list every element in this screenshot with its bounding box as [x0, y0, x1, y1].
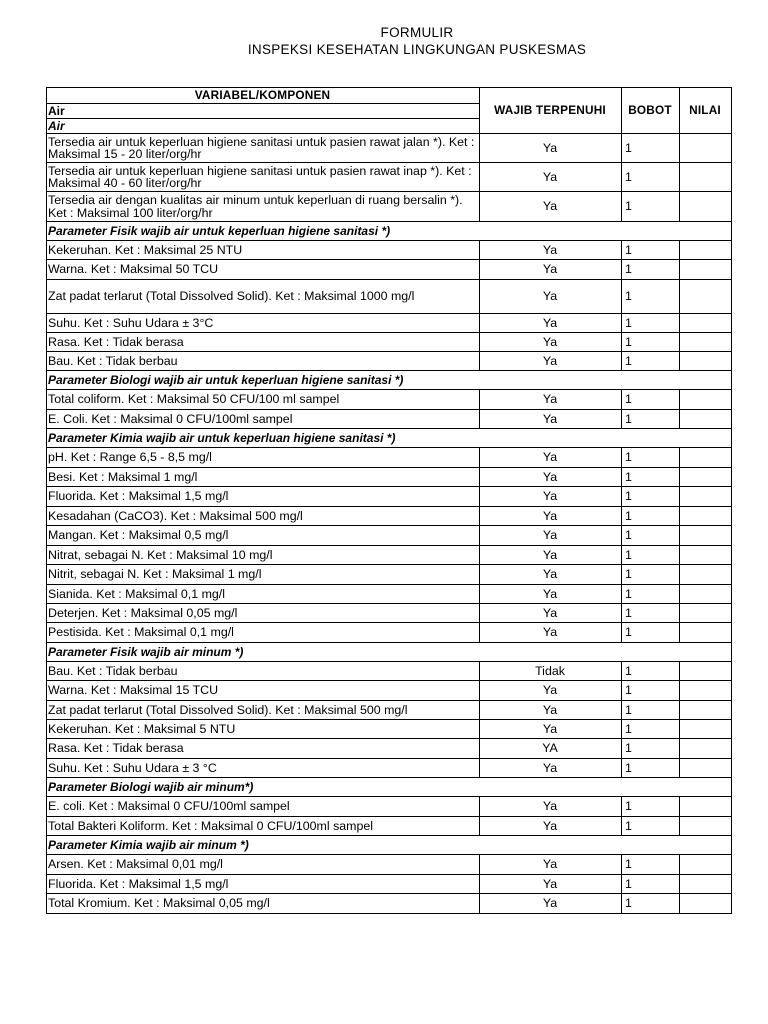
row-wajib-terpenuhi: Ya [480, 352, 622, 371]
section-title: Parameter Biologi wajib air untuk keperluan higiene sanitasi *) [47, 371, 732, 390]
row-wajib-terpenuhi: Ya [480, 565, 622, 585]
table-row [47, 526, 732, 546]
row-bobot: 1 [622, 260, 680, 280]
table-row [47, 134, 732, 163]
table-row [47, 280, 732, 314]
row-wajib-terpenuhi: Ya [480, 759, 622, 778]
row-nilai [680, 681, 732, 701]
table-row [47, 333, 732, 352]
row-variable: Mangan. Ket : Maksimal 0,5 mg/l [47, 526, 480, 546]
row-wajib-terpenuhi: Ya [480, 192, 622, 222]
row-bobot: 1 [622, 662, 680, 681]
row-variable: Zat padat terlarut (Total Dissolved Solid). Ket : Maksimal 1000 mg/l [47, 280, 480, 314]
row-nilai [680, 894, 732, 914]
row-bobot: 1 [622, 701, 680, 720]
table-row [47, 701, 732, 720]
row-wajib-terpenuhi: Ya [480, 260, 622, 280]
row-nilai [680, 352, 732, 371]
row-bobot: 1 [622, 410, 680, 429]
row-bobot: 1 [622, 855, 680, 875]
row-wajib-terpenuhi: Ya [480, 314, 622, 333]
row-wajib-terpenuhi: Ya [480, 333, 622, 352]
row-wajib-terpenuhi: Ya [480, 163, 622, 192]
row-nilai [680, 701, 732, 720]
table-row [47, 797, 732, 817]
row-wajib-terpenuhi: Ya [480, 487, 622, 507]
table-row [47, 314, 732, 333]
table-row [47, 817, 732, 836]
row-bobot: 1 [622, 585, 680, 604]
row-nilai [680, 623, 732, 643]
row-variable: Suhu. Ket : Suhu Udara ± 3°C [47, 314, 480, 333]
row-bobot: 1 [622, 546, 680, 565]
table-row [47, 662, 732, 681]
table-row [47, 163, 732, 192]
row-variable: Besi. Ket : Maksimal 1 mg/l [47, 468, 480, 487]
form-subtitle: INSPEKSI KESEHATAN LINGKUNGAN PUSKESMAS [247, 42, 587, 57]
table-row [47, 352, 732, 371]
table-row [47, 585, 732, 604]
row-variable: Warna. Ket : Maksimal 15 TCU [47, 681, 480, 701]
row-nilai [680, 662, 732, 681]
section-row [47, 429, 732, 448]
row-variable: Tersedia air dengan kualitas air minum untuk keperluan di ruang bersalin *). Ket : Maksimal 100 liter/org/hr [47, 192, 480, 222]
row-wajib-terpenuhi: Ya [480, 681, 622, 701]
table-row [47, 468, 732, 487]
row-wajib-terpenuhi: Ya [480, 390, 622, 410]
row-variable: Deterjen. Ket : Maksimal 0,05 mg/l [47, 604, 480, 623]
table-row [47, 623, 732, 643]
row-wajib-terpenuhi: Ya [480, 701, 622, 720]
row-wajib-terpenuhi: Tidak [480, 662, 622, 681]
section-row [47, 836, 732, 855]
row-bobot: 1 [622, 720, 680, 739]
row-bobot: 1 [622, 192, 680, 222]
section-title: Parameter Fisik wajib air minum *) [47, 643, 732, 662]
row-wajib-terpenuhi: Ya [480, 855, 622, 875]
row-variable: Total Bakteri Koliform. Ket : Maksimal 0 CFU/100ml sampel [47, 817, 480, 836]
header-nilai: NILAI [680, 88, 732, 134]
row-bobot: 1 [622, 604, 680, 623]
section-row [47, 222, 732, 241]
row-nilai [680, 280, 732, 314]
row-bobot: 1 [622, 390, 680, 410]
row-nilai [680, 333, 732, 352]
row-wajib-terpenuhi: Ya [480, 817, 622, 836]
row-nilai [680, 565, 732, 585]
row-variable: Warna. Ket : Maksimal 50 TCU [47, 260, 480, 280]
row-nilai [680, 507, 732, 526]
row-wajib-terpenuhi: Ya [480, 604, 622, 623]
row-wajib-terpenuhi: Ya [480, 623, 622, 643]
row-nilai [680, 468, 732, 487]
row-wajib-terpenuhi: Ya [480, 585, 622, 604]
row-nilai [680, 314, 732, 333]
row-wajib-terpenuhi: Ya [480, 410, 622, 429]
row-variable: Nitrit, sebagai N. Ket : Maksimal 1 mg/l [47, 565, 480, 585]
row-variable: Suhu. Ket : Suhu Udara ± 3 °C [47, 759, 480, 778]
row-wajib-terpenuhi: Ya [480, 875, 622, 894]
row-variable: Zat padat terlarut (Total Dissolved Solid). Ket : Maksimal 500 mg/l [47, 701, 480, 720]
table-row [47, 546, 732, 565]
table-row [47, 681, 732, 701]
inspection-table-body [47, 88, 732, 914]
table-row [47, 855, 732, 875]
row-nilai [680, 390, 732, 410]
row-variable: Total coliform. Ket : Maksimal 50 CFU/100 ml sampel [47, 390, 480, 410]
row-nilai [680, 410, 732, 429]
row-nilai [680, 797, 732, 817]
row-bobot: 1 [622, 739, 680, 759]
row-bobot: 1 [622, 241, 680, 260]
section-title: Parameter Kimia wajib air minum *) [47, 836, 732, 855]
row-variable: Arsen. Ket : Maksimal 0,01 mg/l [47, 855, 480, 875]
row-variable: Bau. Ket : Tidak berbau [47, 352, 480, 371]
table-row [47, 759, 732, 778]
row-nilai [680, 487, 732, 507]
row-bobot: 1 [622, 468, 680, 487]
table-row [47, 260, 732, 280]
row-wajib-terpenuhi: Ya [480, 448, 622, 468]
row-bobot: 1 [622, 163, 680, 192]
row-variable: Total Kromium. Ket : Maksimal 0,05 mg/l [47, 894, 480, 914]
table-row [47, 487, 732, 507]
row-variable: Fluorida. Ket : Maksimal 1,5 mg/l [47, 875, 480, 894]
row-nilai [680, 855, 732, 875]
row-bobot: 1 [622, 526, 680, 546]
row-variable: Nitrat, sebagai N. Ket : Maksimal 10 mg/l [47, 546, 480, 565]
header-row [47, 88, 732, 104]
table-row [47, 565, 732, 585]
row-variable: Fluorida. Ket : Maksimal 1,5 mg/l [47, 487, 480, 507]
row-nilai [680, 526, 732, 546]
row-variable: Kekeruhan. Ket : Maksimal 25 NTU [47, 241, 480, 260]
row-nilai [680, 720, 732, 739]
row-nilai [680, 163, 732, 192]
row-variable: Rasa. Ket : Tidak berasa [47, 333, 480, 352]
row-wajib-terpenuhi: Ya [480, 134, 622, 163]
row-bobot: 1 [622, 333, 680, 352]
table-row [47, 241, 732, 260]
row-nilai [680, 134, 732, 163]
row-nilai [680, 448, 732, 468]
inspection-table [46, 87, 732, 914]
row-nilai [680, 546, 732, 565]
row-wajib-terpenuhi: Ya [480, 280, 622, 314]
table-row [47, 507, 732, 526]
header-sub-air: Air [47, 104, 480, 119]
header-variabel: VARIABEL/KOMPONEN [47, 88, 480, 104]
row-variable: Bau. Ket : Tidak berbau [47, 662, 480, 681]
table-row [47, 604, 732, 623]
row-bobot: 1 [622, 894, 680, 914]
table-row [47, 390, 732, 410]
row-bobot: 1 [622, 759, 680, 778]
row-bobot: 1 [622, 875, 680, 894]
row-wajib-terpenuhi: YA [480, 739, 622, 759]
row-wajib-terpenuhi: Ya [480, 526, 622, 546]
row-wajib-terpenuhi: Ya [480, 797, 622, 817]
row-nilai [680, 739, 732, 759]
table-row [47, 410, 732, 429]
row-nilai [680, 875, 732, 894]
row-bobot: 1 [622, 314, 680, 333]
table-row [47, 720, 732, 739]
row-variable: Tersedia air untuk keperluan higiene sanitasi untuk pasien rawat inap *). Ket : Maksimal 40 - 60 liter/org/hr [47, 163, 480, 192]
section-title: Parameter Kimia wajib air untuk keperluan higiene sanitasi *) [47, 429, 732, 448]
table-row [47, 192, 732, 222]
row-nilai [680, 260, 732, 280]
row-wajib-terpenuhi: Ya [480, 720, 622, 739]
row-nilai [680, 604, 732, 623]
section-title: Parameter Fisik wajib air untuk keperluan higiene sanitasi *) [47, 222, 732, 241]
row-bobot: 1 [622, 507, 680, 526]
row-bobot: 1 [622, 134, 680, 163]
row-bobot: 1 [622, 681, 680, 701]
row-nilai [680, 759, 732, 778]
row-variable: pH. Ket : Range 6,5 - 8,5 mg/l [47, 448, 480, 468]
row-variable: Kesadahan (CaCO3). Ket : Maksimal 500 mg/l [47, 507, 480, 526]
row-wajib-terpenuhi: Ya [480, 507, 622, 526]
row-nilai [680, 817, 732, 836]
row-wajib-terpenuhi: Ya [480, 468, 622, 487]
form-title: FORMULIR [380, 25, 454, 40]
section-title: Parameter Biologi wajib air minum*) [47, 778, 732, 797]
row-bobot: 1 [622, 487, 680, 507]
row-variable: Kekeruhan. Ket : Maksimal 5 NTU [47, 720, 480, 739]
row-bobot: 1 [622, 280, 680, 314]
row-nilai [680, 585, 732, 604]
row-wajib-terpenuhi: Ya [480, 894, 622, 914]
row-bobot: 1 [622, 623, 680, 643]
table-row [47, 894, 732, 914]
row-wajib-terpenuhi: Ya [480, 241, 622, 260]
section-row [47, 778, 732, 797]
table-row [47, 875, 732, 894]
row-bobot: 1 [622, 448, 680, 468]
header-wajib-terpenuhi: WAJIB TERPENUHI [480, 88, 622, 134]
row-variable: E. Coli. Ket : Maksimal 0 CFU/100ml sampel [47, 410, 480, 429]
row-bobot: 1 [622, 565, 680, 585]
header-sub-air-italic: Air [47, 119, 480, 134]
row-bobot: 1 [622, 352, 680, 371]
section-row [47, 371, 732, 390]
row-variable: Rasa. Ket : Tidak berasa [47, 739, 480, 759]
row-nilai [680, 241, 732, 260]
row-variable: Pestisida. Ket : Maksimal 0,1 mg/l [47, 623, 480, 643]
row-bobot: 1 [622, 817, 680, 836]
header-bobot: BOBOT [622, 88, 680, 134]
row-nilai [680, 192, 732, 222]
row-wajib-terpenuhi: Ya [480, 546, 622, 565]
row-variable: Sianida. Ket : Maksimal 0,1 mg/l [47, 585, 480, 604]
row-variable: Tersedia air untuk keperluan higiene sanitasi untuk pasien rawat jalan *). Ket : Maksimal 15 - 20 liter/org/hr [47, 134, 480, 163]
row-bobot: 1 [622, 797, 680, 817]
table-row [47, 448, 732, 468]
section-row [47, 643, 732, 662]
row-variable: E. coli. Ket : Maksimal 0 CFU/100ml sampel [47, 797, 480, 817]
table-row [47, 739, 732, 759]
